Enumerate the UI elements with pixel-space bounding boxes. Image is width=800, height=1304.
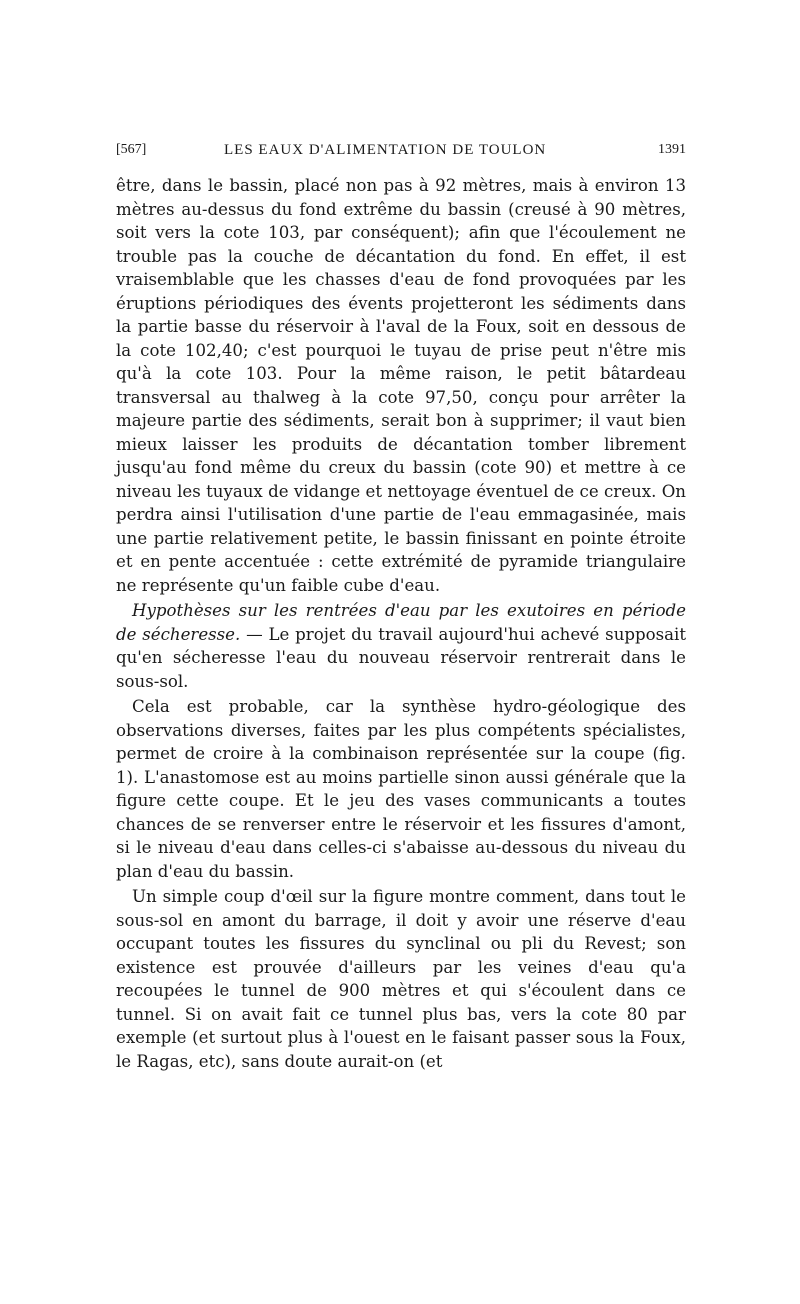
paragraph-hypotheses [116, 599, 686, 693]
body-text [116, 174, 686, 1073]
page-number: 1391 [658, 142, 686, 157]
page-ref-number: [567] [116, 142, 147, 157]
book-page [116, 138, 686, 1073]
paragraph-continuation: être, dans le bassin, placé non pas à 92 mètres, mais à environ 13 mètres au-dessus du fond extrême du bassin (creusé à 90 mètres, soit vers la cote 103, par conséquent); afin que l'écoulement ne trouble pas la couche de décantation du fond. En effet, il est vraisemblable que les chasses d'eau de fond provoquées par les éruptions périodiques des évents projetteront les sédiments dans la partie basse du réservoir à l'aval de la Foux, soit en dessous de la cote 102,40; c'est pourquoi le tuyau de prise peut n'être mis qu'à la cote 103. Pour la même raison, le petit bâtardeau transversal au thalweg à la cote 97,50, conçu pour arrêter la majeure partie des sédiments, serait bon à supprimer; il vaut bien mieux laisser les produits de décantation tomber librement jusqu'au fond même du creux du bassin (cote 90) et mettre à ce niveau les tuyaux de vidange et nettoyage éventuel de ce creux. On perdra ainsi l'utilisation d'une partie de l'eau emmagasinée, mais une partie relativement petite, le bassin finissant en pointe étroite et en pente accentuée : cette extrémité de pyramide triangulaire ne représente qu'un faible cube d'eau. [116, 176, 686, 595]
running-title: LES EAUX D'ALIMENTATION DE TOULON [224, 142, 547, 158]
paragraph-figure: Un simple coup d'œil sur la figure montre comment, dans tout le sous-sol en amont du barrage, il doit y avoir une réserve d'eau occupant toutes les fissures du synclinal ou pli du Revest; son existence est prouvée d'ailleurs par les veines d'eau qu'a recoupées le tunnel de 900 mètres et qui s'écoulent dans ce tunnel. Si on avait fait ce tunnel plus bas, vers la cote 80 par exemple (et surtout plus à l'ouest en le faisant passer sous la Foux, le Ragas, etc), sans doute aurait-on (et [116, 887, 686, 1071]
section-heading: Hypothèses sur les rentrées d'eau par les exutoires en période de sécheresse. [116, 601, 686, 644]
running-header [116, 138, 686, 164]
paragraph-synthesis: Cela est probable, car la synthèse hydro-géologique des observations diverses, faites par les plus compétents spécialistes, permet de croire à la combinaison représentée sur la coupe (fig. 1). L'anastomose est au moins partielle sinon aussi générale que la figure cette coupe. Et le jeu des vases communicants a toutes chances de se renverser entre le réservoir et les fissures d'amont, si le niveau d'eau dans celles-ci s'abaisse au-dessous du niveau du plan d'eau du bassin. [116, 697, 686, 881]
paragraph-text: — Le projet du travail aujourd'hui achevé supposait qu'en sécheresse l'eau du nouveau réservoir rentrerait dans le sous-sol. [116, 624, 687, 691]
